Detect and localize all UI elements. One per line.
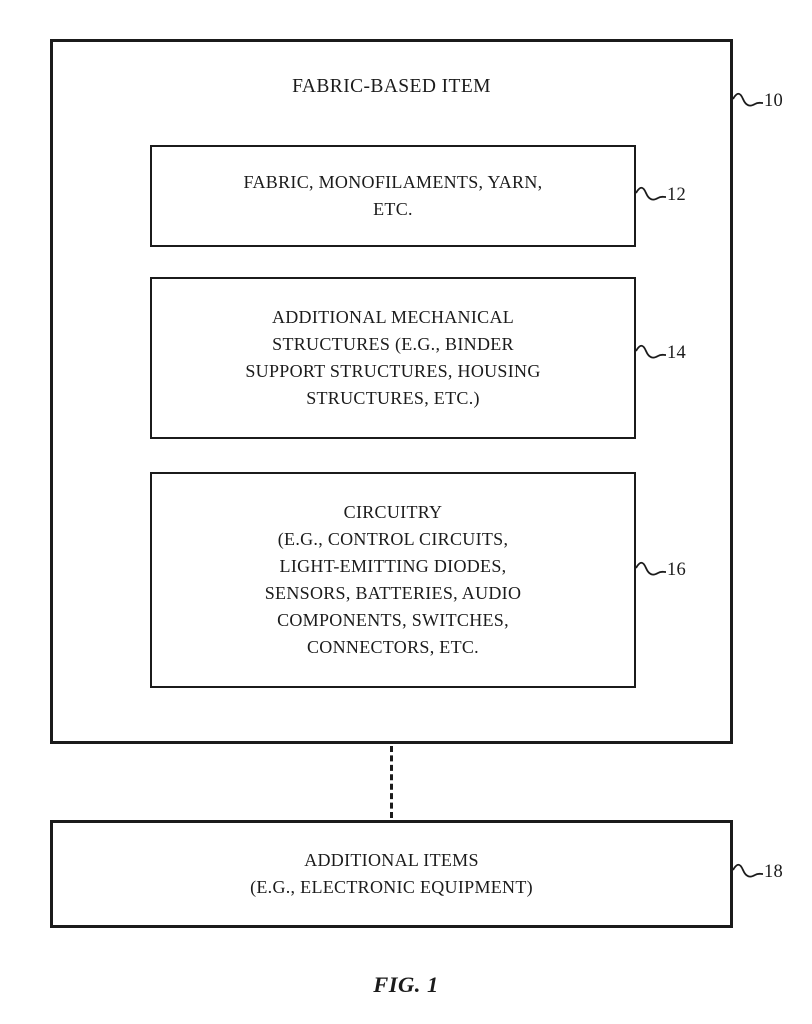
leader-line-icon xyxy=(733,862,763,882)
leader-line-icon xyxy=(636,343,666,363)
mechanical-structures-box xyxy=(150,277,636,439)
ref-label-12 xyxy=(636,184,686,206)
ref-label-18 xyxy=(733,861,783,883)
ref-number: 18 xyxy=(764,862,784,882)
additional-items-box xyxy=(50,820,733,928)
ref-label-10 xyxy=(733,90,783,112)
mechanical-structures-label: ADDITIONAL MECHANICAL STRUCTURES (E.G., BINDER SUPPORT STRUCTURES, HOUSING STRUCTURES, ETC.) xyxy=(245,307,541,408)
ref-number: 14 xyxy=(667,343,687,363)
dashed-connector-line xyxy=(390,746,393,818)
leader-line-icon xyxy=(636,560,666,580)
fabric-monofilaments-label: FABRIC, MONOFILAMENTS, YARN, ETC. xyxy=(243,172,543,219)
ref-label-14 xyxy=(636,342,686,364)
circuitry-box xyxy=(150,472,636,688)
leader-line-icon xyxy=(636,185,666,205)
ref-number: 12 xyxy=(667,185,687,205)
leader-line-icon xyxy=(733,91,763,111)
fabric-monofilaments-box xyxy=(150,145,636,247)
additional-items-label: ADDITIONAL ITEMS (E.G., ELECTRONIC EQUIPMENT) xyxy=(250,850,533,897)
ref-number: 16 xyxy=(667,560,687,580)
fabric-based-item-title: FABRIC-BASED ITEM xyxy=(292,76,491,97)
ref-number: 10 xyxy=(764,91,784,111)
circuitry-label: CIRCUITRY (E.G., CONTROL CIRCUITS, LIGHT-EMITTING DIODES, SENSORS, BATTERIES, AUDIO COMPONENTS, SWITCHES, CONNECTORS, ETC. xyxy=(264,502,522,657)
ref-label-16 xyxy=(636,559,686,581)
figure-caption: FIG. 1 xyxy=(373,972,439,997)
